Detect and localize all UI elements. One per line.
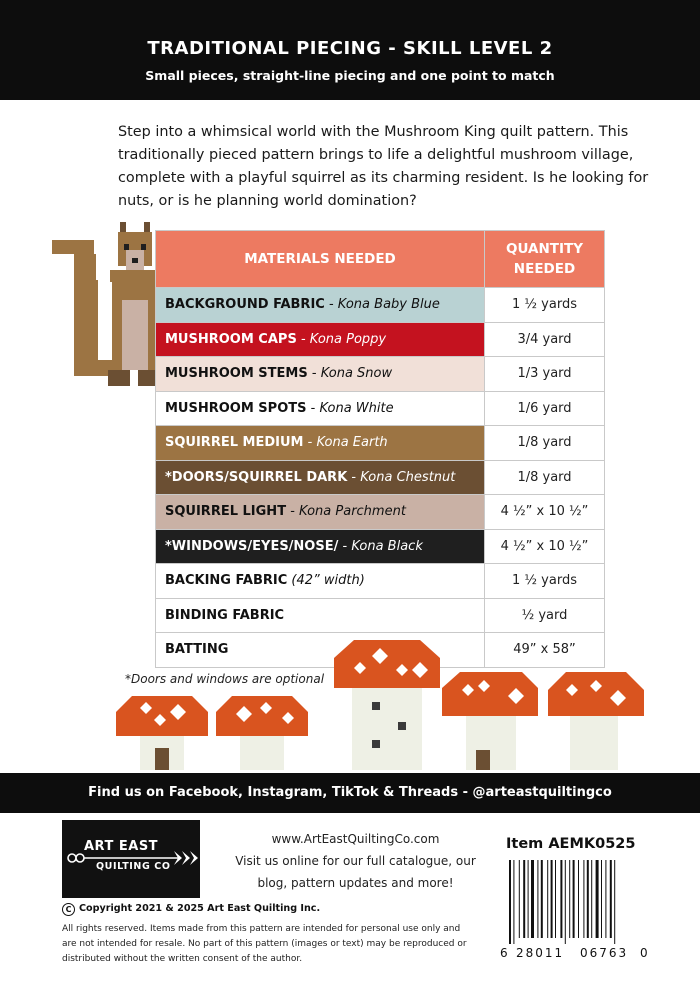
quantity-cell: 1/8 yard [485,426,605,461]
logo-line2: QUILTING CO [96,861,171,872]
table-header-row [156,231,605,288]
header-band [0,0,700,100]
squirrel-illustration [52,220,172,390]
barcode-digits-right: 06763 [580,946,629,960]
legal-line1: All rights reserved. Items made from this pattern are intended for personal use only and [62,924,461,934]
material-separator: - [286,504,300,520]
fabric-name: Kona Black [351,538,423,554]
table-row [156,426,605,461]
fabric-name: Kona Parchment [299,504,406,520]
material-cell [156,391,485,426]
material-name: *DOORS/SQUIRREL DARK [165,469,348,485]
page-subtitle: Small pieces, straight-line piecing and one point to match [145,68,555,83]
quantity-cell: 49” x 58” [485,633,605,668]
mushroom-4-icon [442,672,538,770]
table-row [156,322,605,357]
website-line2: Visit us online for our full catalogue, our [235,854,476,868]
mushroom-5-icon [548,672,644,770]
barcode-digit-first: 6 [500,946,508,960]
quantity-cell: 1 ½ yards [485,288,605,323]
website-line3: blog, pattern updates and more! [257,876,454,890]
material-name: BATTING [165,642,229,658]
intro-paragraph: Step into a whimsical world with the Mushroom King quilt pattern. This traditionally pieced pattern brings to life a delightful mushroom village, complete with a playful squirrel as its charming resident. Is he looking for nuts, or is he planning world domination? [118,124,649,209]
website-info [228,828,483,894]
material-separator: - [307,366,321,382]
material-cell [156,357,485,392]
table-row [156,288,605,323]
material-separator: - [296,331,310,347]
materials-table [155,230,605,668]
fabric-name: Kona Baby Blue [337,297,440,313]
table-row [156,598,605,633]
material-name: BACKING FABRIC [165,573,288,589]
legal-notice [62,922,482,967]
table-row [156,357,605,392]
quantity-cell: 1/6 yard [485,391,605,426]
material-name: SQUIRREL LIGHT [165,504,287,520]
mushroom-2-icon [216,696,308,770]
fabric-name: Kona Chestnut [360,469,456,485]
fabric-name: (42” width) [291,573,365,589]
material-separator: - [324,297,338,313]
table-row [156,391,605,426]
material-name: *WINDOWS/EYES/NOSE/ [165,538,339,554]
quantity-cell: 1 ½ yards [485,564,605,599]
material-separator: - [338,538,352,554]
quantity-cell: ½ yard [485,598,605,633]
material-cell [156,564,485,599]
material-separator: - [306,400,320,416]
materials-column-header: MATERIALS NEEDED [156,231,485,288]
material-separator: - [347,469,361,485]
material-cell [156,495,485,530]
materials-table-body [156,288,605,668]
doors-windows-footnote: *Doors and windows are optional [125,672,325,686]
material-cell [156,460,485,495]
quantity-cell: 4 ½” x 10 ½” [485,495,605,530]
legal-line3: distributed without the written consent of the author. [62,954,303,964]
logo-line1: ART EAST [84,839,159,854]
quantity-cell: 4 ½” x 10 ½” [485,529,605,564]
art-east-logo [62,820,200,898]
material-name: MUSHROOM CAPS [165,331,297,347]
website-url[interactable]: www.ArtEastQuiltingCo.com [271,832,440,846]
material-name: BACKGROUND FABRIC [165,297,325,313]
copyright-text: Copyright 2021 & 2025 Art East Quilting Inc. [79,903,321,914]
fabric-name: Kona Poppy [309,331,387,347]
mushroom-3-icon [334,640,440,770]
page-title: TRADITIONAL PIECING - SKILL LEVEL 2 [147,38,553,59]
fabric-name: Kona Snow [320,366,393,382]
legal-line2: are not intended for resale. No part of this pattern (images or text) may be reproduced or [62,939,467,949]
fabric-name: Kona Earth [316,435,388,451]
quantity-cell: 1/8 yard [485,460,605,495]
quantity-column-header: QUANTITY NEEDED [485,231,605,288]
copyright-icon: C [62,903,75,916]
barcode-digit-last: 0 [640,946,648,960]
material-name: SQUIRREL MEDIUM [165,435,304,451]
material-name: MUSHROOM STEMS [165,366,308,382]
material-cell [156,288,485,323]
copyright-line [62,903,320,916]
material-cell [156,426,485,461]
material-cell [156,598,485,633]
fabric-name: Kona White [319,400,394,416]
quantity-cell: 3/4 yard [485,322,605,357]
material-cell [156,529,485,564]
table-row [156,564,605,599]
table-row [156,495,605,530]
social-media-banner: Find us on Facebook, Instagram, TikTok & Threads - @arteastquiltingco [0,773,700,813]
item-code: Item AEMK0525 [506,836,636,852]
material-cell [156,322,485,357]
table-row [156,529,605,564]
mushroom-1-icon [116,696,208,770]
material-name: BINDING FABRIC [165,607,285,623]
quantity-cell: 1/3 yard [485,357,605,392]
table-row [156,460,605,495]
material-separator: - [303,435,317,451]
barcode-digits-left: 28011 [516,946,565,960]
mushroom-village-illustration [0,640,700,772]
barcode-icon [507,860,641,944]
material-name: MUSHROOM SPOTS [165,400,307,416]
